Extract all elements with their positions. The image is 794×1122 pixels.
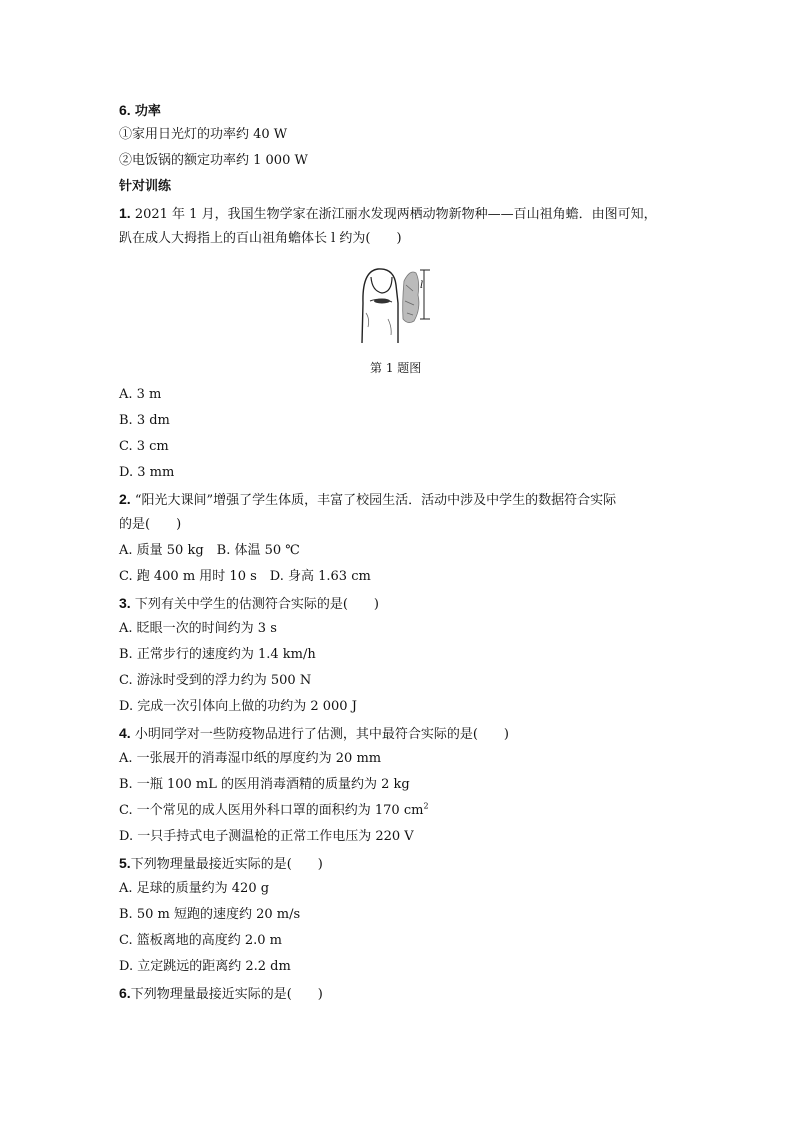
fact-2: ②电饭锅的额定功率约 1 000 W (119, 153, 308, 168)
question-1-number: 1. (119, 205, 131, 221)
section-title: 功率 (134, 104, 161, 119)
question-4-option-a: A. 一张展开的消毒湿巾纸的厚度约为 20 mm (119, 751, 382, 766)
question-5-stem (119, 854, 699, 874)
question-1-stem-line2: 趴在成人大拇指上的百山祖角蟾体长 l 约为( ) (119, 231, 402, 246)
question-6-stem (119, 984, 699, 1004)
thumb-frog-figure (358, 263, 436, 345)
question-3-number: 3. (119, 595, 131, 611)
question-1-option-a: A. 3 m (119, 387, 162, 402)
question-5-option-c: C. 篮板离地的高度约 2.0 m (119, 933, 283, 948)
question-3-option-d: D. 完成一次引体向上做的功约为 2 000 J (119, 699, 357, 714)
question-2-text-1: “阳光大课间”增强了学生体质，丰富了校园生活．活动中涉及中学生的数据符合实际 (134, 493, 617, 508)
question-4-number: 4. (119, 725, 131, 741)
question-2-stem-line1 (119, 490, 699, 510)
question-4-text: 小明同学对一些防疫物品进行了估测，其中最符合实际的是( ) (134, 727, 509, 742)
practice-heading: 针对训练 (119, 179, 172, 194)
question-1-text-1: 2021 年 1 月，我国生物学家在浙江丽水发现两栖动物新物种——百山祖角蟾．由图可知， (134, 207, 657, 222)
question-6-text: 下列物理量最接近实际的是( ) (130, 987, 323, 1002)
length-label: l (420, 280, 424, 291)
section-number: 6. (119, 102, 131, 118)
question-4-option-d: D. 一只手持式电子测温枪的正常工作电压为 220 V (119, 829, 414, 844)
question-3-option-b: B. 正常步行的速度约为 1.4 km/h (119, 647, 316, 662)
question-1-option-d: D. 3 mm (119, 465, 175, 480)
question-6-number: 6. (119, 985, 131, 1001)
question-4-option-c-line (119, 802, 699, 820)
fact-1: ①家用日光灯的功率约 40 W (119, 127, 288, 142)
superscript-2: 2 (423, 801, 429, 811)
question-4-stem (119, 724, 699, 744)
question-2-options-ab: A. 质量 50 kg B. 体温 50 ℃ (119, 543, 300, 558)
question-1-option-c: C. 3 cm (119, 439, 169, 454)
question-2-options-cd: C. 跑 400 m 用时 10 s D. 身高 1.63 cm (119, 569, 371, 584)
question-5-text: 下列物理量最接近实际的是( ) (130, 857, 323, 872)
question-5-option-b: B. 50 m 短跑的速度约 20 m/s (119, 907, 301, 922)
question-2-stem-line2: 的是( ) (119, 517, 182, 532)
question-2-number: 2. (119, 491, 131, 507)
thumb-frog-illustration (358, 263, 436, 345)
figure-caption: 第 1 题图 (370, 361, 422, 375)
question-4-option-c: C. 一个常见的成人医用外科口罩的面积约为 170 cm (119, 803, 424, 818)
question-4-option-b: B. 一瓶 100 mL 的医用消毒酒精的质量约为 2 kg (119, 777, 410, 792)
question-1-stem-line1 (119, 204, 699, 224)
question-5-number: 5. (119, 855, 131, 871)
question-1-option-b: B. 3 dm (119, 413, 170, 428)
section-heading (119, 101, 699, 121)
question-3-stem (119, 594, 699, 614)
question-5-option-d: D. 立定跳远的距离约 2.2 dm (119, 959, 291, 974)
question-3-option-a: A. 眨眼一次的时间约为 3 s (119, 621, 277, 636)
question-3-option-c: C. 游泳时受到的浮力约为 500 N (119, 673, 312, 688)
question-3-text: 下列有关中学生的估测符合实际的是( ) (134, 597, 379, 612)
question-5-option-a: A. 足球的质量约为 420 g (119, 881, 270, 896)
